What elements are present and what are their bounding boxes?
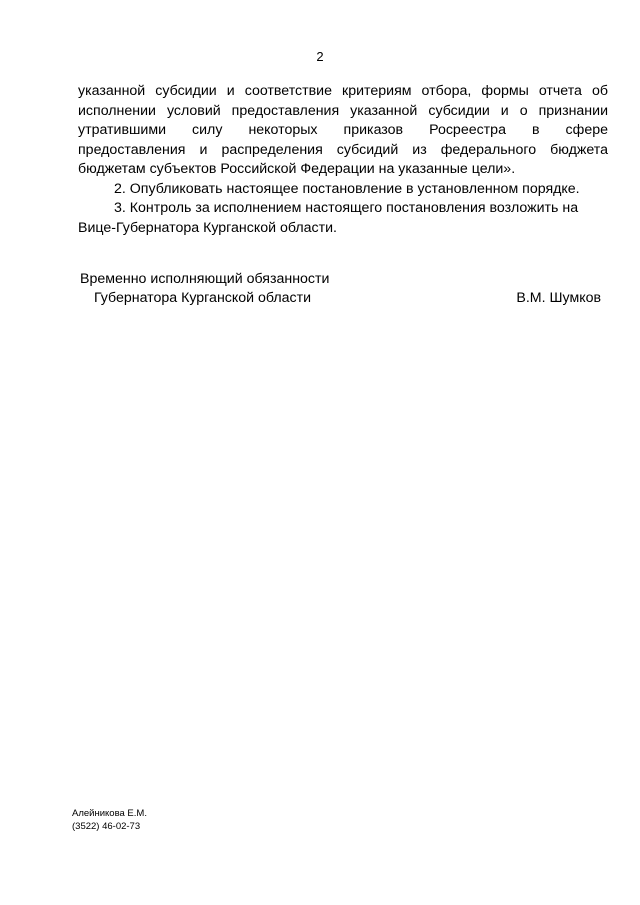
paragraph-3-line-1: 3. Контроль за исполнением настоящего постановления возложить на <box>114 200 579 216</box>
page-number: 2 <box>316 49 324 64</box>
paragraph-1-line-4: предоставления и распределения субсидий из федерального бюджета <box>78 141 608 158</box>
paragraph-1-line-5: бюджетам субъектов Российской Федерации на указанные цели». <box>78 161 516 177</box>
executor-phone: (3522) 46-02-73 <box>72 820 141 832</box>
paragraph-3-line-2: Вице-Губернатора Курганской области. <box>78 219 337 236</box>
paragraph-2: 2. Опубликовать настоящее постановление в установленном порядке. <box>114 180 580 197</box>
paragraph-1-line-1: указанной субсидии и соответствие критериям отбора, формы отчета об <box>78 83 608 99</box>
signatory-title-line-1: Временно исполняющий обязанности <box>80 271 330 287</box>
executor-name: Алейникова Е.М. <box>72 808 147 819</box>
signatory-name: В.М. Шумков <box>516 290 601 306</box>
paragraph-1-line-2: исполнении условий предоставления указанной субсидии и о признании <box>78 102 608 119</box>
document-body <box>78 82 608 238</box>
executor-info <box>72 808 147 833</box>
signatory-title-line-2: Губернатора Курганской области <box>94 290 312 306</box>
paragraph-1-line-3: утратившими силу некоторых приказов Росреестра в сфере <box>78 122 608 138</box>
